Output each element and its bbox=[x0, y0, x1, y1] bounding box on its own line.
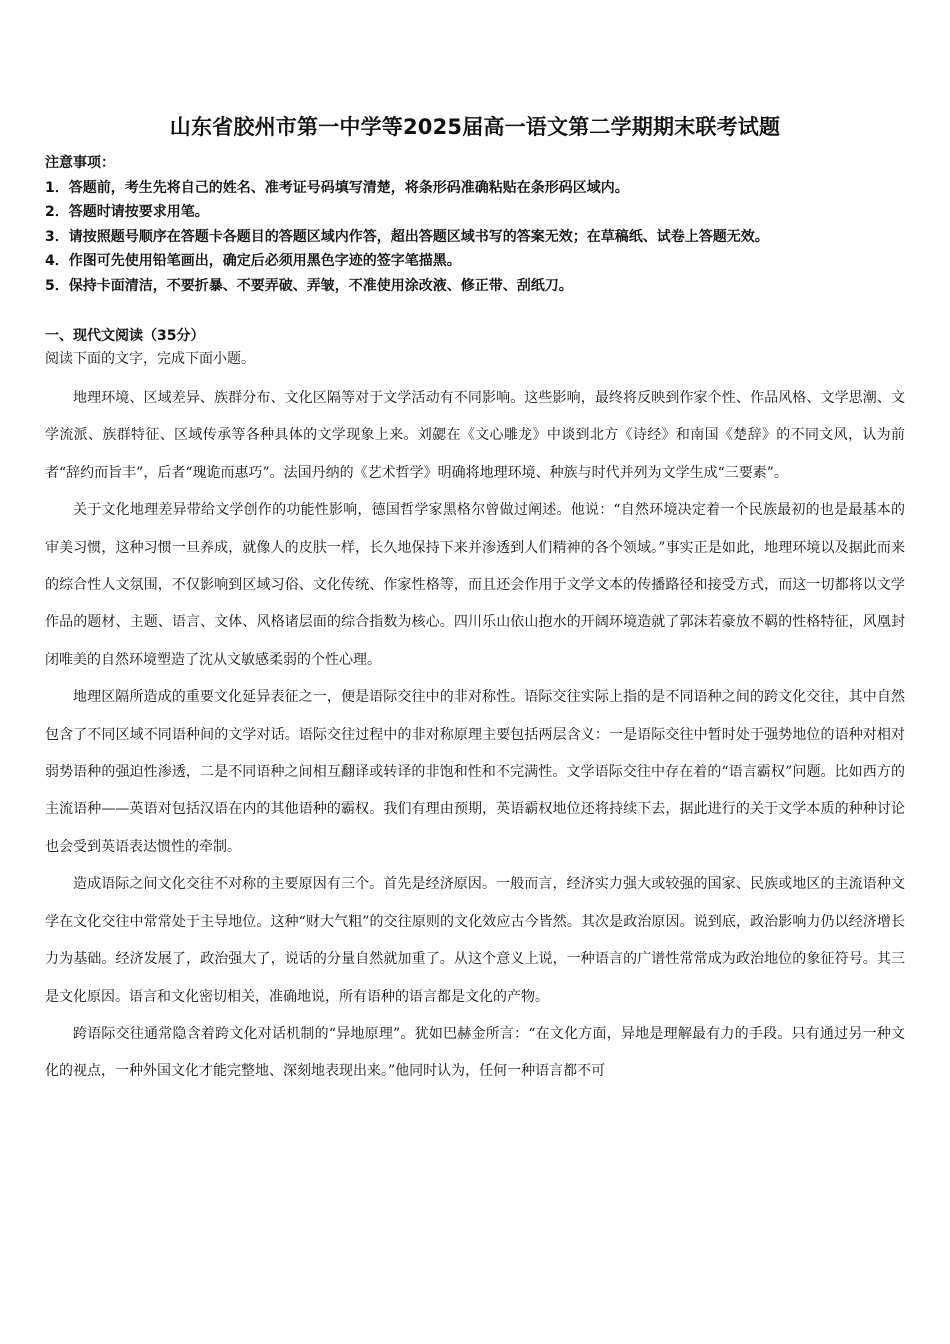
passage-paragraph: 造成语际之间文化交往不对称的主要原因有三个。首先是经济原因。一般而言，经济实力强大或较强的国家、民族或地区的主流语种文学在文化交往中常常处于主导地位。这种“财大气粗”的交往原则的文化效应古今皆然。其次是政治原因。说到底，政治影响力仍以经济增长力为基础。经济发展了，政治强大了，说话的分量自然就加重了。从这个意义上说，一种语言的广谱性常常成为政治地位的象征符号。其三是文化原因。语言和文化密切相关，准确地说，所有语种的语言都是文化的产物。 bbox=[45, 876, 905, 1005]
notice-item: 5．保持卡面清洁，不要折暴、不要弄破、弄皱，不准使用涂改液、修正带、刮纸刀。 bbox=[45, 277, 573, 294]
passage-paragraph: 跨语际交往通常隐含着跨文化对话机制的“异地原理”。犹如巴赫金所言：“在文化方面，异地是理解最有力的手段。只有通过另一种文化的视点，一种外国文化才能完整地、深刻地表现出来。”他同时认为，任何一种语言都不可 bbox=[45, 1025, 905, 1080]
reading-instruction: 阅读下面的文字，完成下面小题。 bbox=[45, 351, 255, 367]
reading-passage bbox=[45, 380, 905, 1091]
exam-title: 山东省胶州市第一中学等2025届高一语文第二学期期末联考试题 bbox=[169, 115, 781, 139]
notice-item: 3．请按照题号顺序在答题卡各题目的答题区域内作答，超出答题区域书写的答案无效；在草稿纸、试卷上答题无效。 bbox=[45, 228, 769, 245]
passage-paragraph: 地理区隔所造成的重要文化延异表征之一，便是语际交往中的非对称性。语际交往实际上指的是不同语种之间的跨文化交往，其中自然包含了不同区域不同语种间的文学对话。语际交往过程中的非对称原理主要包括两层含义：一是语际交往中暂时处于强势地位的语种对相对弱势语种的强迫性渗透，二是不同语种之间相互翻译或转译的非饱和性和不完满性。文学语际交往中存在着的“语言霸权”问题。比如西方的主流语种——英语对包括汉语在内的其他语种的霸权。我们有理由预期，英语霸权地位还将持续下去，据此进行的关于文学本质的种种讨论也会受到英语表达惯性的牵制。 bbox=[45, 689, 905, 855]
section-heading: 一、现代文阅读（35分） bbox=[45, 328, 205, 344]
notice-item: 2．答题时请按要求用笔。 bbox=[45, 204, 209, 220]
notice-heading: 注意事项： bbox=[45, 155, 115, 171]
passage-paragraph: 关于文化地理差异带给文学创作的功能性影响，德国哲学家黑格尔曾做过阐述。他说：“自然环境决定着一个民族最初的也是最基本的审美习惯，这种习惯一旦养成，就像人的皮肤一样，长久地保持下来并渗透到人们精神的各个领域。”事实正是如此，地理环境以及据此而来的综合性人文氛围，不仅影响到区域习俗、文化传统、作家性格等，而且还会作用于文学文本的传播路径和接受方式，而这一切都将以文学作品的题材、主题、语言、文体、风格诸层面的综合指数为核心。四川乐山依山抱水的开阔环境造就了郭沫若豪放不羁的性格特征，风凰封闭唯美的自然环境塑造了沈从文敏感柔弱的个性心理。 bbox=[45, 502, 905, 668]
notice-block bbox=[45, 151, 915, 298]
notice-item: 4．作图可先使用铅笔画出，确定后必须用黑色字迹的签字笔描黑。 bbox=[45, 253, 461, 269]
passage-paragraph: 地理环境、区域差异、族群分布、文化区隔等对于文学活动有不同影响。这些影响，最终将反映到作家个性、作品风格、文学思潮、文学流派、族群特征、区域传承等各种具体的文学现象上来。刘勰在《文心雕龙》中谈到北方《诗经》和南国《楚辞》的不同文风，认为前者“辞约而旨丰”，后者“瑰诡而惠巧”。法国丹纳的《艺术哲学》明确将地理环境、种族与时代并列为文学生成“三要素”。 bbox=[45, 390, 905, 481]
notice-item: 1．答题前，考生先将自己的姓名、准考证号码填写清楚，将条形码准确粘贴在条形码区域内。 bbox=[45, 179, 629, 196]
